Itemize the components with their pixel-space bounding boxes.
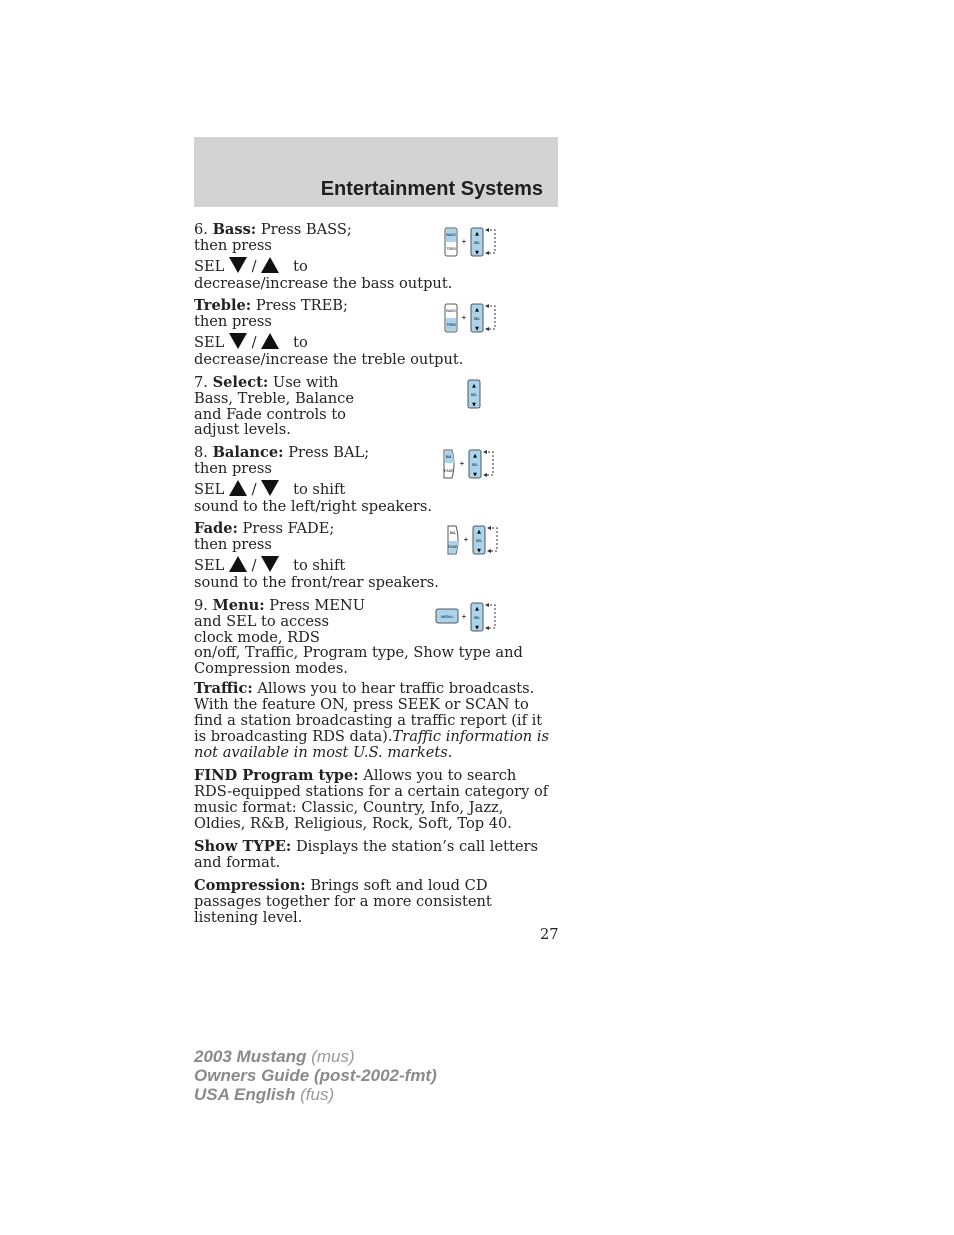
up-arrow-icon	[229, 480, 247, 496]
fade-button-label: FADE	[444, 469, 454, 473]
menu-button-label: MENU	[441, 614, 453, 619]
down-arrow-icon	[229, 257, 247, 273]
sel-label: SEL	[473, 616, 481, 620]
bass-line-1	[194, 222, 352, 238]
menu-line-5: Compression modes.	[194, 660, 348, 677]
fade-line-4: sound to the front/rear speakers.	[194, 574, 439, 591]
treble-button-diagram	[440, 301, 500, 337]
sel-text: SEL	[194, 334, 225, 351]
page-title: Entertainment Systems	[320, 178, 543, 200]
plus-sign: +	[461, 612, 467, 621]
traffic-period: .	[447, 744, 453, 761]
treble-line-4: decrease/increase the treble output.	[194, 351, 464, 368]
down-arrow-icon	[229, 333, 247, 349]
traffic-text: Allows you to hear traffic broadcasts. With the feature ON, press SEEK or SCAN to find a station broadcasting a traffic report (if it is broadcasting RDS data).	[194, 680, 543, 745]
select-label: Select:	[212, 374, 269, 391]
sel-text: SEL	[194, 557, 225, 574]
select-line-3: and Fade controls to	[194, 406, 346, 423]
down-arrow-icon: ▼	[475, 326, 479, 332]
item-number: 7.	[194, 374, 208, 391]
plus-sign: +	[459, 459, 465, 468]
dashed-bracket	[486, 605, 495, 628]
up-arrow-icon: ▲	[473, 453, 477, 459]
traffic-paragraph	[194, 681, 554, 761]
up-arrow-icon	[261, 257, 279, 273]
to-text: to	[293, 258, 308, 275]
menu-line-3: clock mode, RDS	[194, 629, 320, 646]
dashed-bracket	[486, 230, 495, 253]
menu-button-diagram	[434, 600, 500, 636]
select-line-1	[194, 375, 338, 391]
bass-button-label: BASS	[446, 233, 456, 237]
bass-text-1: Press BASS;	[260, 221, 352, 238]
item-number: 6.	[194, 221, 208, 238]
show-label: Show TYPE:	[194, 838, 292, 855]
menu-line-1	[194, 598, 365, 614]
footer-language: USA English	[194, 1085, 296, 1104]
show-text: Displays the station’s call letters and format.	[194, 838, 538, 871]
sel-label: SEL	[475, 539, 483, 543]
slash: /	[251, 481, 257, 498]
select-text-1: Use with	[272, 374, 339, 391]
select-line-2: Bass, Treble, Balance	[194, 390, 354, 407]
dashed-bracket	[488, 528, 497, 551]
sel-label: SEL	[473, 317, 481, 321]
section-header	[194, 137, 558, 207]
balance-text-1: Press BAL;	[288, 444, 370, 461]
bass-line-2: then press	[194, 237, 272, 254]
to-text: to	[293, 334, 308, 351]
down-arrow-icon	[261, 480, 279, 496]
treb-button-label: TREB	[446, 323, 456, 327]
dashed-bracket	[486, 306, 495, 329]
up-arrow-icon: ▲	[475, 307, 479, 313]
to-text: to shift	[293, 557, 346, 574]
fade-line-2: then press	[194, 536, 272, 553]
slash: /	[251, 557, 257, 574]
bracket-arrowheads	[485, 228, 489, 255]
sel-text: SEL	[194, 258, 225, 275]
fade-button-diagram	[442, 523, 502, 559]
down-arrow-icon	[261, 556, 279, 572]
show-paragraph	[194, 839, 554, 871]
find-text: Allows you to search RDS-equipped stations for a certain category of music format: Classic, Country, Info, Jazz, Oldies, R&B, Religious, Rock, Soft, Top 40.	[194, 767, 549, 832]
select-button-diagram	[462, 377, 486, 413]
bal-button-label: BAL	[445, 455, 453, 459]
sel-text: SEL	[194, 481, 225, 498]
plus-sign: +	[461, 237, 467, 246]
balance-line-1	[194, 445, 369, 461]
fade-line-1	[194, 521, 334, 537]
fade-line-3	[194, 556, 345, 574]
compression-label: Compression:	[194, 877, 306, 894]
treble-line-2: then press	[194, 313, 272, 330]
up-arrow-icon: ▲	[475, 231, 479, 237]
balance-button-diagram	[438, 447, 498, 483]
balance-line-3	[194, 480, 345, 498]
to-text: to shift	[293, 481, 346, 498]
traffic-note: Traffic information is not available in most U.S. markets	[194, 728, 549, 761]
bal-button-label: BAL	[449, 531, 457, 535]
bass-label: Bass:	[212, 221, 257, 238]
up-arrow-icon	[229, 556, 247, 572]
compression-text: Brings soft and loud CD passages together for a more consistent listening level.	[194, 877, 492, 926]
bass-line-4: decrease/increase the bass output.	[194, 275, 453, 292]
plus-sign: +	[463, 535, 469, 544]
dashed-bracket	[484, 452, 493, 475]
bracket-arrowheads	[483, 450, 487, 477]
treble-line-1	[194, 298, 348, 314]
fade-label: Fade:	[194, 520, 238, 537]
traffic-label: Traffic:	[194, 680, 253, 697]
down-arrow-icon: ▼	[472, 402, 476, 408]
bass-button-label: BASS	[446, 309, 456, 313]
bass-line-3	[194, 257, 308, 275]
fade-button-label: FADE	[448, 545, 458, 549]
compression-paragraph	[194, 878, 554, 926]
menu-line-2: and SEL to access	[194, 613, 330, 630]
find-label: FIND Program type:	[194, 767, 359, 784]
treble-line-3	[194, 333, 308, 351]
up-arrow-icon: ▲	[475, 606, 479, 612]
item-number: 9.	[194, 597, 208, 614]
page-number: 27	[540, 926, 559, 943]
balance-label: Balance:	[212, 444, 284, 461]
footer-language-code: (fus)	[300, 1085, 335, 1104]
sel-label: SEL	[473, 241, 481, 245]
plus-sign: +	[461, 313, 467, 322]
sel-label: SEL	[470, 393, 478, 397]
menu-text-1: Press MENU	[269, 597, 365, 614]
up-arrow-icon	[261, 333, 279, 349]
bracket-arrowheads	[485, 304, 489, 331]
up-arrow-icon: ▲	[472, 383, 476, 389]
treb-button-label: TREB	[446, 247, 456, 251]
balance-line-2: then press	[194, 460, 272, 477]
sel-label: SEL	[471, 463, 479, 467]
item-number: 8.	[194, 444, 208, 461]
footer-model-code: (mus)	[311, 1047, 355, 1066]
footer-line-2	[194, 1066, 437, 1085]
footer-line-1	[194, 1047, 437, 1066]
slash: /	[251, 334, 257, 351]
down-arrow-icon: ▼	[475, 250, 479, 256]
bracket-arrowheads	[487, 526, 491, 553]
slash: /	[251, 258, 257, 275]
footer-model: 2003 Mustang	[194, 1047, 307, 1066]
down-arrow-icon: ▼	[475, 625, 479, 631]
footer-guide: Owners Guide (post-2002-fmt)	[194, 1066, 437, 1085]
down-arrow-icon: ▼	[473, 472, 477, 478]
treble-label: Treble:	[194, 297, 252, 314]
document-footer	[194, 1047, 437, 1104]
menu-label: Menu:	[212, 597, 265, 614]
treble-text-1: Press TREB;	[255, 297, 348, 314]
find-paragraph	[194, 768, 554, 832]
bass-button-diagram	[440, 225, 500, 261]
up-arrow-icon: ▲	[477, 529, 481, 535]
select-line-4: adjust levels.	[194, 421, 291, 438]
bracket-arrowheads	[485, 603, 489, 630]
footer-line-3	[194, 1085, 437, 1104]
menu-line-4: on/off, Traffic, Program type, Show type and	[194, 644, 523, 661]
fade-text-1: Press FADE;	[242, 520, 335, 537]
down-arrow-icon: ▼	[477, 548, 481, 554]
balance-line-4: sound to the left/right speakers.	[194, 498, 433, 515]
